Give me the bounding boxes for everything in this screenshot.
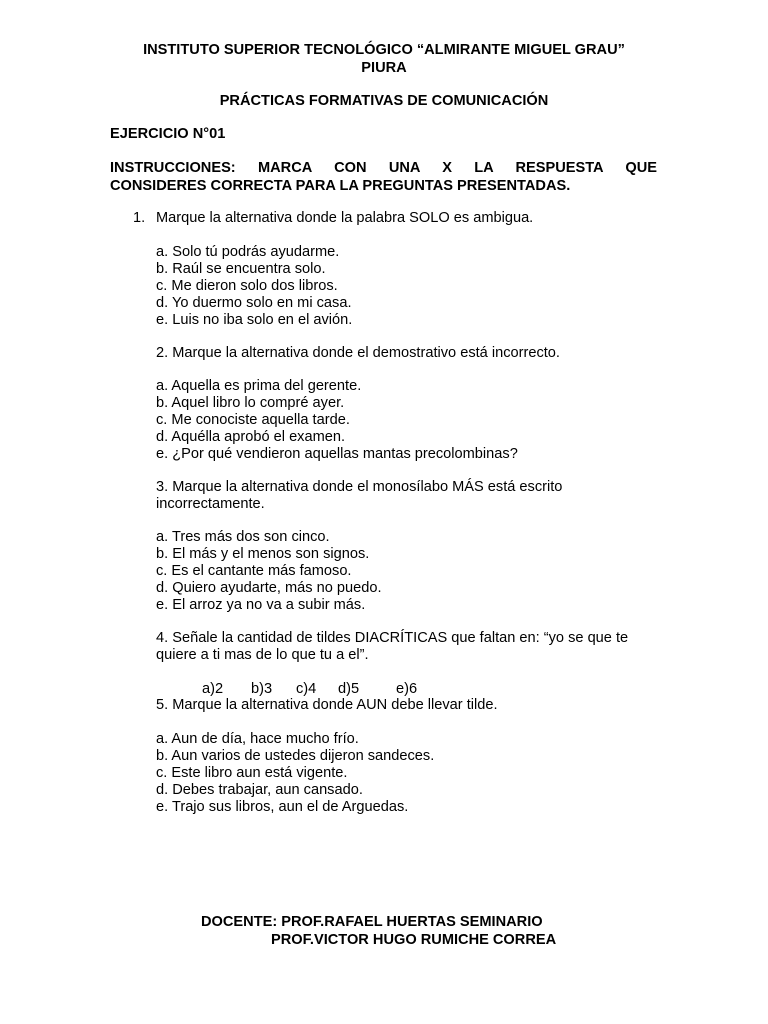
question-4-option-b: b)3 — [251, 681, 273, 697]
question-3-text-line-2: incorrectamente. — [156, 496, 265, 512]
question-2-option-b: b. Aquel libro lo compré ayer. — [156, 395, 345, 411]
instructions-line-2: CONSIDERES CORRECTA PARA LA PREGUNTAS PRESENTADAS. — [110, 178, 571, 194]
city-title: PIURA — [361, 60, 407, 76]
question-5-option-c: c. Este libro aun está vigente. — [156, 765, 348, 781]
question-1-option-e: e. Luis no iba solo en el avión. — [156, 312, 353, 328]
question-1-option-d: d. Yo duermo solo en mi casa. — [156, 295, 352, 311]
question-3-option-b: b. El más y el menos son signos. — [156, 546, 370, 562]
question-2-option-d: d. Aquélla aprobó el examen. — [156, 429, 346, 445]
teacher-line-1: DOCENTE: PROF.RAFAEL HUERTAS SEMINARIO — [201, 914, 543, 930]
question-1-text: Marque la alternativa donde la palabra SOLO es ambigua. — [156, 210, 534, 226]
question-1-option-b: b. Raúl se encuentra solo. — [156, 261, 326, 277]
question-5-option-d: d. Debes trabajar, aun cansado. — [156, 782, 363, 798]
question-3-option-a: a. Tres más dos son cinco. — [156, 529, 330, 545]
question-2-option-c: c. Me conociste aquella tarde. — [156, 412, 350, 428]
instructions-line-1: INSTRUCCIONES: MARCA CON UNA X LA RESPUESTA QUE — [110, 160, 657, 176]
question-3-option-c: c. Es el cantante más famoso. — [156, 563, 352, 579]
question-1-number: 1. — [133, 210, 146, 226]
question-4-text-line-1: 4. Señale la cantidad de tildes DIACRÍTICAS que faltan en: “yo se que te — [156, 630, 629, 646]
question-5-text: 5. Marque la alternativa donde AUN debe llevar tilde. — [156, 697, 498, 713]
question-5-option-a: a. Aun de día, hace mucho frío. — [156, 731, 359, 747]
question-3-option-e: e. El arroz ya no va a subir más. — [156, 597, 366, 613]
question-3-text-line-1: 3. Marque la alternativa donde el monosílabo MÁS está escrito — [156, 479, 563, 495]
question-5-option-e: e. Trajo sus libros, aun el de Arguedas. — [156, 799, 409, 815]
question-4-option-e: e)6 — [396, 681, 418, 697]
question-1-option-a: a. Solo tú podrás ayudarme. — [156, 244, 340, 260]
question-4-option-c: c)4 — [296, 681, 317, 697]
question-3-option-d: d. Quiero ayudarte, más no puedo. — [156, 580, 382, 596]
question-2-option-e: e. ¿Por qué vendieron aquellas mantas precolombinas? — [156, 446, 518, 462]
instructions — [110, 159, 657, 195]
question-4-option-d: d)5 — [338, 681, 360, 697]
question-2-text: 2. Marque la alternativa donde el demostrativo está incorrecto. — [156, 345, 560, 361]
question-5-option-b: b. Aun varios de ustedes dijeron sandeces. — [156, 748, 435, 764]
question-1-option-c: c. Me dieron solo dos libros. — [156, 278, 338, 294]
question-4-text-line-2: quiere a ti mas de lo que tu a el”. — [156, 647, 369, 663]
institute-title: INSTITUTO SUPERIOR TECNOLÓGICO “ALMIRANTE MIGUEL GRAU” — [143, 42, 625, 58]
subject-title: PRÁCTICAS FORMATIVAS DE COMUNICACIÓN — [219, 93, 549, 109]
question-4-option-a: a)2 — [202, 681, 224, 697]
teacher-line-2: PROF.VICTOR HUGO RUMICHE CORREA — [271, 932, 557, 948]
exercise-label: EJERCICIO N°01 — [110, 126, 226, 142]
question-2-option-a: a. Aquella es prima del gerente. — [156, 378, 362, 394]
